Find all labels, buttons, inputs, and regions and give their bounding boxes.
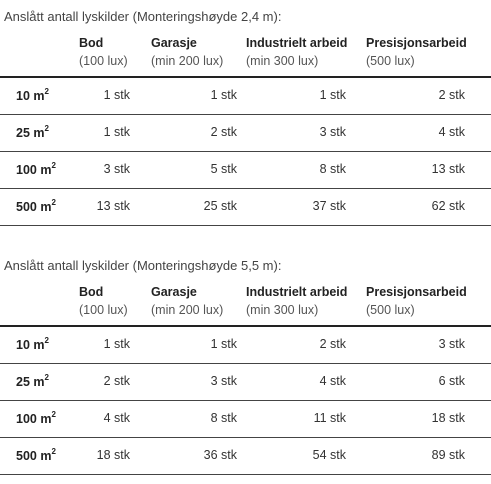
column-subtitle: (min 200 lux) <box>151 303 224 317</box>
table-row <box>0 189 491 226</box>
table-cell: 3 stk <box>103 162 130 176</box>
area-label: 10 $m^2$ <box>16 87 49 104</box>
area-label: 25 $m^2$ <box>16 124 49 141</box>
column-name: Garasje <box>151 36 197 50</box>
table-cell: 2 stk <box>438 88 465 102</box>
table-cell: 6 stk <box>438 374 465 388</box>
table-cell: 1 stk <box>103 337 130 351</box>
column-header <box>151 34 223 70</box>
table-cell: 2 stk <box>319 337 346 351</box>
table-cell: 4 stk <box>103 411 130 425</box>
table-cell: 62 stk <box>431 199 465 213</box>
table-row <box>0 115 491 152</box>
table-cell: 1 stk <box>319 88 346 102</box>
lighting-table <box>0 34 491 215</box>
table-cell: 3 stk <box>319 125 346 139</box>
column-subtitle: (min 300 lux) <box>246 54 319 68</box>
table-caption: Anslått antall lyskilder (Monteringshøyde 5,5 m): <box>4 258 282 273</box>
table-cell: 18 stk <box>431 411 465 425</box>
column-subtitle: (500 lux) <box>366 303 415 317</box>
table-row <box>0 438 491 475</box>
column-header <box>246 283 347 319</box>
table-cell: 3 stk <box>210 374 237 388</box>
table-cell: 89 stk <box>431 448 465 462</box>
table-cell: 4 stk <box>319 374 346 388</box>
table-cell: 25 stk <box>203 199 237 213</box>
column-header <box>79 283 128 319</box>
table-row <box>0 401 491 438</box>
column-subtitle: (min 300 lux) <box>246 303 319 317</box>
column-header <box>366 283 467 319</box>
table-cell: 1 stk <box>210 337 237 351</box>
column-header <box>151 283 223 319</box>
area-label: 500 $m^2$ <box>16 447 56 464</box>
table-cell: 5 stk <box>210 162 237 176</box>
table-cell: 36 stk <box>203 448 237 462</box>
table-cell: 8 stk <box>319 162 346 176</box>
table-row <box>0 364 491 401</box>
column-header <box>246 34 347 70</box>
area-label: 10 $m^2$ <box>16 336 49 353</box>
table-cell: 11 stk <box>313 411 346 425</box>
column-name: Presisjonsarbeid <box>366 36 467 50</box>
area-label: 500 $m^2$ <box>16 198 56 215</box>
column-name: Garasje <box>151 285 197 299</box>
table-row <box>0 78 491 115</box>
column-subtitle: (100 lux) <box>79 303 128 317</box>
table-cell: 1 stk <box>103 88 130 102</box>
table-cell: 37 stk <box>312 199 346 213</box>
table-cell: 3 stk <box>438 337 465 351</box>
column-subtitle: (min 200 lux) <box>151 54 224 68</box>
table-caption: Anslått antall lyskilder (Monteringshøyde 2,4 m): <box>4 9 282 24</box>
area-label: 100 $m^2$ <box>16 410 56 427</box>
table-cell: 13 stk <box>96 199 130 213</box>
table-cell: 18 stk <box>96 448 130 462</box>
column-name: Industrielt arbeid <box>246 285 348 299</box>
table-row <box>0 152 491 189</box>
table-cell: 1 stk <box>210 88 237 102</box>
table-header <box>0 34 491 72</box>
column-header <box>79 34 128 70</box>
column-name: Bod <box>79 285 104 299</box>
table-cell: 2 stk <box>103 374 130 388</box>
column-name: Industrielt arbeid <box>246 36 348 50</box>
table-cell: 4 stk <box>438 125 465 139</box>
column-header <box>366 34 467 70</box>
table-cell: 1 stk <box>103 125 130 139</box>
column-subtitle: (100 lux) <box>79 54 128 68</box>
lighting-table <box>0 283 491 464</box>
table-cell: 13 stk <box>431 162 465 176</box>
table-cell: 8 stk <box>210 411 237 425</box>
table-header <box>0 283 491 321</box>
table-cell: 54 stk <box>312 448 346 462</box>
column-subtitle: (500 lux) <box>366 54 415 68</box>
column-name: Bod <box>79 36 104 50</box>
column-name: Presisjonsarbeid <box>366 285 467 299</box>
area-label: 25 $m^2$ <box>16 373 49 390</box>
table-row <box>0 327 491 364</box>
table-cell: 2 stk <box>210 125 237 139</box>
area-label: 100 $m^2$ <box>16 161 56 178</box>
